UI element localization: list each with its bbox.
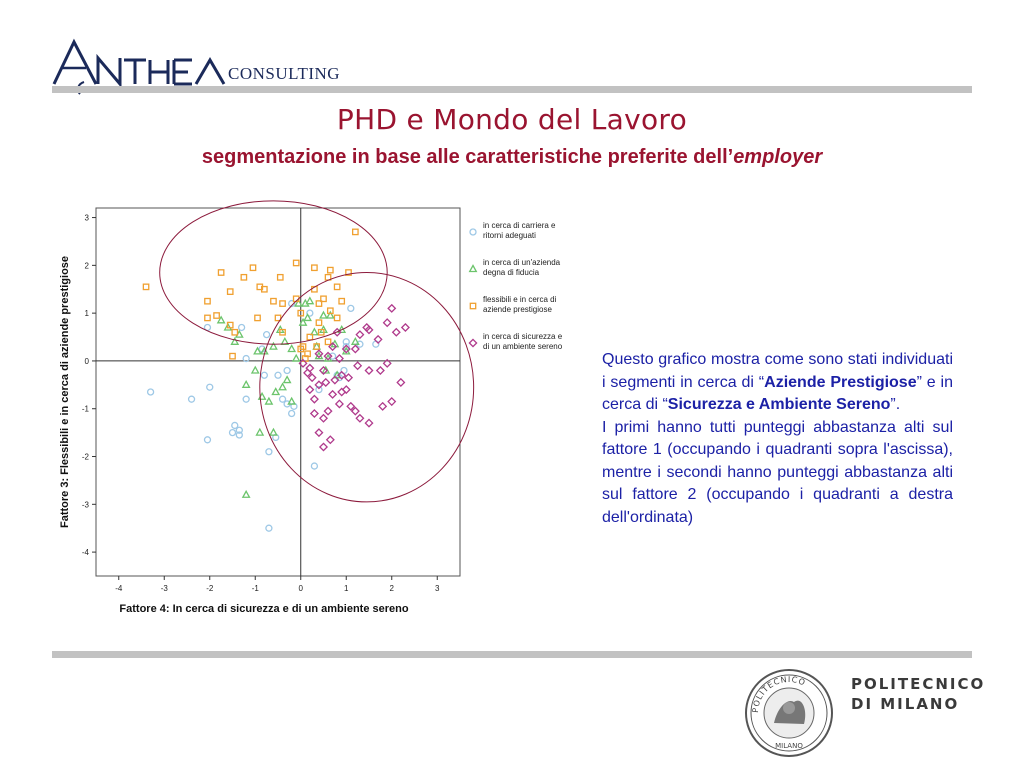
politecnico-seal bbox=[744, 668, 834, 758]
y-tick-label: 2 bbox=[84, 261, 89, 271]
desc-bold-aziende: Aziende Prestigiose bbox=[764, 373, 917, 391]
description-paragraph-2: I primi hanno tutti punteggi abbastanza alti sul fattore 1 (occupando i quadranti sopra l'ascissa), mentre i secondi hanno punteggi abbastanza alti sul fattore 2 (occupando i quadranti a destra dell'ordinata) bbox=[602, 418, 953, 526]
scatter-chart bbox=[52, 200, 592, 630]
politecnico-name bbox=[851, 674, 985, 714]
y-tick-label: -1 bbox=[81, 404, 89, 414]
legend-label: aziende prestigiose bbox=[483, 305, 552, 314]
x-tick-label: 1 bbox=[344, 584, 349, 593]
politecnico-name-line1: POLITECNICO bbox=[851, 675, 986, 693]
desc-bold-sicurezza: Sicurezza e Ambiente Sereno bbox=[667, 396, 891, 413]
desc-text: ”. bbox=[890, 396, 901, 413]
legend-marker-triangle bbox=[470, 266, 477, 272]
desc-text: Questo grafico mostra come sono stati individuati i segmenti in cerca di “ bbox=[602, 351, 953, 391]
legend-marker-diamond bbox=[469, 339, 476, 346]
slide-title: PHD e Mondo del Lavoro bbox=[336, 103, 688, 136]
y-tick-label: 0 bbox=[84, 356, 89, 366]
y-tick-label: -2 bbox=[81, 452, 89, 462]
y-tick-label: -3 bbox=[81, 500, 89, 510]
x-axis-title: Fattore 4: In cerca di sicurezza e di un ambiente sereno bbox=[119, 603, 409, 615]
y-tick-label: 1 bbox=[84, 309, 89, 319]
x-tick-label: 2 bbox=[389, 584, 394, 593]
top-divider bbox=[52, 86, 972, 93]
legend-label: in cerca di carriera e bbox=[483, 221, 556, 230]
legend-label: degna di fiducia bbox=[483, 268, 540, 277]
desc-text: ” e in cerca di “ bbox=[602, 373, 954, 413]
politecnico-name-line2: DI MILANO bbox=[851, 695, 960, 713]
seal-top-text: POLITECNICO bbox=[750, 674, 808, 714]
legend-label: in cerca di un'azienda bbox=[483, 258, 561, 267]
bottom-divider bbox=[52, 651, 972, 658]
x-tick-label: 0 bbox=[298, 584, 303, 593]
description-text bbox=[602, 349, 953, 529]
logo-consulting-text: CONSULTING bbox=[228, 64, 341, 83]
legend-label: flessibili e in cerca di bbox=[483, 295, 557, 304]
subtitle-main: segmentazione in base alle caratteristiche preferite dell’ bbox=[201, 146, 734, 168]
x-tick-label: -2 bbox=[206, 584, 214, 593]
legend-label: di un ambiente sereno bbox=[483, 342, 563, 351]
seal-bottom-text: MILANO bbox=[775, 742, 803, 750]
seal-icon bbox=[744, 668, 834, 758]
x-tick-label: -4 bbox=[115, 584, 123, 593]
x-tick-label: 3 bbox=[435, 584, 440, 593]
legend-marker-square bbox=[470, 303, 475, 308]
y-tick-label: -4 bbox=[81, 548, 89, 558]
slide-subtitle bbox=[0, 146, 1024, 169]
y-axis-title: Fattore 3: Flessibili e in cerca di aziende prestigiose bbox=[59, 255, 71, 529]
legend-label: ritorni adeguati bbox=[483, 231, 536, 240]
description-paragraph-1 bbox=[602, 349, 953, 417]
y-tick-label: 3 bbox=[84, 213, 89, 223]
x-tick-label: -1 bbox=[251, 584, 259, 593]
x-tick-label: -3 bbox=[160, 584, 168, 593]
legend-marker-circle bbox=[470, 229, 476, 235]
subtitle-emphasis: employer bbox=[733, 146, 823, 168]
scatter-chart-svg bbox=[52, 200, 592, 630]
legend-label: in cerca di sicurezza e bbox=[483, 332, 563, 341]
